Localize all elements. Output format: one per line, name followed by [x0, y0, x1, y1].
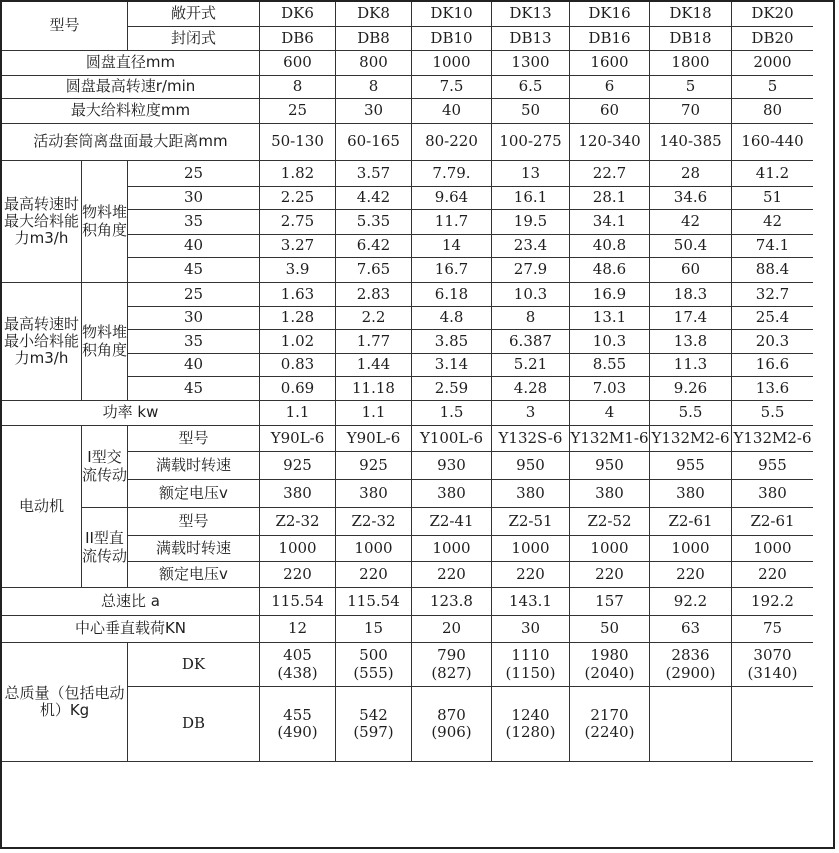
ratio-value: 115.54 — [336, 588, 412, 616]
open-model: DK10 — [412, 2, 492, 27]
open-model: DK13 — [492, 2, 570, 27]
diameter-value: 2000 — [732, 51, 813, 76]
open-model: DK18 — [650, 2, 732, 27]
mass-dk-label: DK — [128, 643, 260, 687]
motor-voltage: 380 — [336, 480, 412, 508]
load-value: 12 — [260, 616, 336, 643]
diameter-value: 1800 — [650, 51, 732, 76]
ratio-value: 115.54 — [260, 588, 336, 616]
min_cap-value: 13.1 — [570, 307, 650, 330]
ratio-value: 143.1 — [492, 588, 570, 616]
mass-dk-value — [492, 643, 570, 687]
max_cap-value: 60 — [650, 258, 732, 283]
motor-voltage: 220 — [336, 562, 412, 588]
open-model: DK20 — [732, 2, 813, 27]
motor-speed: 1000 — [732, 536, 813, 562]
motor-voltage: 380 — [732, 480, 813, 508]
motor-model-label: 型号 — [128, 426, 260, 452]
max_cap-value: 28 — [650, 161, 732, 187]
min_cap-value: 10.3 — [492, 283, 570, 307]
open-model: DK8 — [336, 2, 412, 27]
min_cap-value: 6.387 — [492, 330, 570, 354]
mass-db-value-line: 455 — [283, 705, 312, 724]
distance-value: 100-275 — [492, 124, 570, 161]
min_cap-value: 0.69 — [260, 377, 336, 401]
max_cap-label: 最高转速时最大给料能力m3/h — [2, 161, 82, 283]
motor-model: Z2-61 — [732, 508, 813, 536]
max_cap-value: 9.64 — [412, 187, 492, 210]
min_cap-value: 8.55 — [570, 354, 650, 377]
motor-speed: 925 — [336, 452, 412, 480]
grain-value: 40 — [412, 99, 492, 124]
angle-value: 35 — [128, 210, 260, 235]
mass-dk-value — [732, 643, 813, 687]
mass-db-value — [336, 687, 412, 762]
min_cap-value: 25.4 — [732, 307, 813, 330]
min_cap-angle-label: 物料堆积角度 — [82, 283, 128, 401]
grain-value: 30 — [336, 99, 412, 124]
min_cap-value: 4.8 — [412, 307, 492, 330]
mass-dk-value-line: 500 — [359, 646, 388, 665]
min_cap-value: 17.4 — [650, 307, 732, 330]
min_cap-value: 11.3 — [650, 354, 732, 377]
mass-db-value-line: (906) — [431, 723, 472, 741]
diameter-value: 1300 — [492, 51, 570, 76]
min_cap-value: 11.18 — [336, 377, 412, 401]
motor-voltage: 220 — [732, 562, 813, 588]
diameter-value: 600 — [260, 51, 336, 76]
mass-dk-value-line: (1150) — [505, 663, 556, 682]
mass-dk-value-line: 3070 — [753, 646, 792, 665]
mass-dk-value-line: (2900) — [665, 663, 716, 682]
load-value: 30 — [492, 616, 570, 643]
min_cap-value: 1.44 — [336, 354, 412, 377]
mass-db-value-line: 870 — [437, 705, 466, 724]
mass-dk-value-line: 790 — [437, 646, 466, 665]
motor-voltage: 220 — [260, 562, 336, 588]
max_cap-value: 3.9 — [260, 258, 336, 283]
max_cap-value: 34.6 — [650, 187, 732, 210]
min_cap-value: 1.77 — [336, 330, 412, 354]
min_cap-value: 3.14 — [412, 354, 492, 377]
motor-speed: 925 — [260, 452, 336, 480]
angle-value: 30 — [128, 307, 260, 330]
power-value: 5.5 — [650, 401, 732, 426]
mass-dk-value-line: 1980 — [590, 646, 629, 665]
angle-value: 40 — [128, 354, 260, 377]
min_cap-value: 3.85 — [412, 330, 492, 354]
speed-value: 7.5 — [412, 76, 492, 99]
max_cap-value: 7.65 — [336, 258, 412, 283]
min_cap-value: 2.83 — [336, 283, 412, 307]
mass-dk-value — [570, 643, 650, 687]
open-model: DK16 — [570, 2, 650, 27]
distance-value: 50-130 — [260, 124, 336, 161]
min_cap-value: 10.3 — [570, 330, 650, 354]
max_cap-value: 34.1 — [570, 210, 650, 235]
mass-db-value-line: 542 — [359, 705, 388, 724]
mass-db-value — [260, 687, 336, 762]
min_cap-value: 1.63 — [260, 283, 336, 307]
min_cap-value: 1.02 — [260, 330, 336, 354]
motor-model: Y90L-6 — [260, 426, 336, 452]
distance-value: 60-165 — [336, 124, 412, 161]
motor-speed: 930 — [412, 452, 492, 480]
mass-dk-value-line: (438) — [277, 663, 318, 682]
max_cap-value: 88.4 — [732, 258, 813, 283]
mass-dk-value-line: 1110 — [511, 646, 550, 665]
motor-voltage: 380 — [492, 480, 570, 508]
load-value: 20 — [412, 616, 492, 643]
motor-ac-label: I型交流传动 — [82, 426, 128, 508]
motor-voltage-label: 额定电压v — [128, 480, 260, 508]
motor-voltage: 380 — [570, 480, 650, 508]
ratio-value: 123.8 — [412, 588, 492, 616]
closed-model: DB18 — [650, 27, 732, 51]
closed-model: DB10 — [412, 27, 492, 51]
motor-speed: 1000 — [650, 536, 732, 562]
mass-dk-value — [412, 643, 492, 687]
closed-model: DB13 — [492, 27, 570, 51]
mass-dk-value-line: 405 — [283, 646, 312, 665]
max_cap-value: 2.25 — [260, 187, 336, 210]
closed-type-label: 封闭式 — [128, 27, 260, 51]
min_cap-value: 18.3 — [650, 283, 732, 307]
distance-value: 160-440 — [732, 124, 813, 161]
mass-label: 总质量（包括电动机）Kg — [2, 643, 128, 762]
motor-speed: 1000 — [336, 536, 412, 562]
max_cap-value: 50.4 — [650, 235, 732, 258]
power-value: 1.1 — [336, 401, 412, 426]
max_cap-value: 11.7 — [412, 210, 492, 235]
min_cap-value: 1.28 — [260, 307, 336, 330]
motor-speed: 1000 — [492, 536, 570, 562]
diameter-label: 圆盘直径mm — [2, 51, 260, 76]
closed-model: DB8 — [336, 27, 412, 51]
min_cap-value: 2.59 — [412, 377, 492, 401]
load-value: 75 — [732, 616, 813, 643]
open-model: DK6 — [260, 2, 336, 27]
min_cap-value: 8 — [492, 307, 570, 330]
open-type-label: 敞开式 — [128, 2, 260, 27]
mass-dk-value — [650, 643, 732, 687]
motor-speed: 1000 — [260, 536, 336, 562]
min_cap-value: 2.2 — [336, 307, 412, 330]
mass-db-value — [412, 687, 492, 762]
motor-speed-label: 满载时转速 — [128, 536, 260, 562]
motor-voltage: 220 — [492, 562, 570, 588]
max_cap-value: 51 — [732, 187, 813, 210]
grain-value: 50 — [492, 99, 570, 124]
motor-voltage: 380 — [412, 480, 492, 508]
max_cap-value: 27.9 — [492, 258, 570, 283]
angle-value: 25 — [128, 161, 260, 187]
motor-model: Y90L-6 — [336, 426, 412, 452]
motor-voltage: 380 — [650, 480, 732, 508]
min_cap-value: 5.21 — [492, 354, 570, 377]
power-value: 3 — [492, 401, 570, 426]
load-value: 50 — [570, 616, 650, 643]
mass-dk-value — [260, 643, 336, 687]
max_cap-value: 22.7 — [570, 161, 650, 187]
max_cap-value: 3.27 — [260, 235, 336, 258]
mass-dk-value-line: 2836 — [671, 646, 710, 665]
motor-model: Z2-51 — [492, 508, 570, 536]
motor-voltage-label: 额定电压v — [128, 562, 260, 588]
mass-db-value — [492, 687, 570, 762]
load-value: 63 — [650, 616, 732, 643]
motor-model: Z2-41 — [412, 508, 492, 536]
closed-model: DB20 — [732, 27, 813, 51]
max_cap-value: 48.6 — [570, 258, 650, 283]
mass-dk-value-line: (827) — [431, 663, 472, 682]
speed-value: 5 — [732, 76, 813, 99]
distance-value: 80-220 — [412, 124, 492, 161]
distance-label: 活动套筒离盘面最大距离mm — [2, 124, 260, 161]
motor-dc-label: II型直流传动 — [82, 508, 128, 588]
mass-db-value — [732, 687, 813, 762]
motor-speed-label: 满载时转速 — [128, 452, 260, 480]
max_cap-value: 42 — [732, 210, 813, 235]
max_cap-value: 16.7 — [412, 258, 492, 283]
motor-model: Z2-32 — [336, 508, 412, 536]
min_cap-value: 9.26 — [650, 377, 732, 401]
mass-db-value-line: (490) — [277, 723, 318, 741]
power-label: 功率 kw — [2, 401, 260, 426]
grain-label: 最大给料粒度mm — [2, 99, 260, 124]
max_cap-value: 42 — [650, 210, 732, 235]
min_cap-value: 13.8 — [650, 330, 732, 354]
min_cap-value: 0.83 — [260, 354, 336, 377]
diameter-value: 800 — [336, 51, 412, 76]
diameter-value: 1600 — [570, 51, 650, 76]
ratio-value: 157 — [570, 588, 650, 616]
min_cap-value: 16.9 — [570, 283, 650, 307]
power-value: 5.5 — [732, 401, 813, 426]
max_cap-value: 6.42 — [336, 235, 412, 258]
power-value: 1.5 — [412, 401, 492, 426]
max_cap-value: 19.5 — [492, 210, 570, 235]
mass-dk-value — [336, 643, 412, 687]
ratio-value: 92.2 — [650, 588, 732, 616]
angle-value: 45 — [128, 258, 260, 283]
speed-value: 5 — [650, 76, 732, 99]
speed-value: 6.5 — [492, 76, 570, 99]
min_cap-value: 6.18 — [412, 283, 492, 307]
motor-model: Z2-52 — [570, 508, 650, 536]
min_cap-value: 13.6 — [732, 377, 813, 401]
max_cap-value: 74.1 — [732, 235, 813, 258]
distance-value: 140-385 — [650, 124, 732, 161]
power-value: 4 — [570, 401, 650, 426]
load-label: 中心垂直载荷KN — [2, 616, 260, 643]
motor-speed: 955 — [650, 452, 732, 480]
max_cap-value: 5.35 — [336, 210, 412, 235]
motor-speed: 950 — [492, 452, 570, 480]
max_cap-value: 1.82 — [260, 161, 336, 187]
ratio-value: 192.2 — [732, 588, 813, 616]
motor-speed: 955 — [732, 452, 813, 480]
angle-value: 45 — [128, 377, 260, 401]
mass-db-label: DB — [128, 687, 260, 762]
mass-db-value-line: (2240) — [584, 723, 635, 741]
max_cap-value: 28.1 — [570, 187, 650, 210]
mass-db-value-line: 2170 — [590, 705, 629, 724]
max_cap-value: 23.4 — [492, 235, 570, 258]
speed-value: 8 — [260, 76, 336, 99]
min_cap-value: 16.6 — [732, 354, 813, 377]
mass-dk-value-line: (2040) — [584, 663, 635, 682]
grain-value: 80 — [732, 99, 813, 124]
mass-db-value — [650, 687, 732, 762]
motor-model: Y100L-6 — [412, 426, 492, 452]
motor-label: 电动机 — [2, 426, 82, 588]
grain-value: 25 — [260, 99, 336, 124]
min_cap-value: 20.3 — [732, 330, 813, 354]
closed-model: DB16 — [570, 27, 650, 51]
angle-value: 25 — [128, 283, 260, 307]
motor-speed: 1000 — [570, 536, 650, 562]
motor-model: Y132M2-6 — [650, 426, 732, 452]
motor-model: Y132M2-6 — [732, 426, 813, 452]
max_cap-value: 41.2 — [732, 161, 813, 187]
max_cap-value: 4.42 — [336, 187, 412, 210]
max_cap-value: 40.8 — [570, 235, 650, 258]
min_cap-value: 32.7 — [732, 283, 813, 307]
motor-model: Y132S-6 — [492, 426, 570, 452]
mass-db-value — [570, 687, 650, 762]
speed-value: 8 — [336, 76, 412, 99]
closed-model: DB6 — [260, 27, 336, 51]
motor-model: Y132M1-6 — [570, 426, 650, 452]
min_cap-value: 4.28 — [492, 377, 570, 401]
model-header: 型号 — [2, 2, 128, 51]
motor-model-label: 型号 — [128, 508, 260, 536]
min_cap-value: 7.03 — [570, 377, 650, 401]
max_cap-value: 16.1 — [492, 187, 570, 210]
max_cap-value: 7.79. — [412, 161, 492, 187]
angle-value: 40 — [128, 235, 260, 258]
min_cap-label: 最高转速时最小给料能力m3/h — [2, 283, 82, 401]
motor-speed: 1000 — [412, 536, 492, 562]
motor-model: Z2-61 — [650, 508, 732, 536]
max_cap-value: 2.75 — [260, 210, 336, 235]
motor-voltage: 220 — [412, 562, 492, 588]
motor-voltage: 380 — [260, 480, 336, 508]
load-value: 15 — [336, 616, 412, 643]
motor-model: Z2-32 — [260, 508, 336, 536]
max_cap-value: 3.57 — [336, 161, 412, 187]
angle-value: 35 — [128, 330, 260, 354]
motor-voltage: 220 — [650, 562, 732, 588]
max_cap-value: 14 — [412, 235, 492, 258]
mass-dk-value-line: (3140) — [747, 663, 798, 682]
angle-value: 30 — [128, 187, 260, 210]
speed-label: 圆盘最高转速r/min — [2, 76, 260, 99]
motor-voltage: 220 — [570, 562, 650, 588]
power-value: 1.1 — [260, 401, 336, 426]
mass-db-value-line: (1280) — [505, 723, 556, 741]
mass-db-value-line: 1240 — [511, 705, 550, 724]
max_cap-value: 13 — [492, 161, 570, 187]
diameter-value: 1000 — [412, 51, 492, 76]
mass-db-value-line: (597) — [353, 723, 394, 741]
motor-speed: 950 — [570, 452, 650, 480]
grain-value: 60 — [570, 99, 650, 124]
mass-dk-value-line: (555) — [353, 663, 394, 682]
max_cap-angle-label: 物料堆积角度 — [82, 161, 128, 283]
distance-value: 120-340 — [570, 124, 650, 161]
grain-value: 70 — [650, 99, 732, 124]
ratio-label: 总速比 a — [2, 588, 260, 616]
speed-value: 6 — [570, 76, 650, 99]
